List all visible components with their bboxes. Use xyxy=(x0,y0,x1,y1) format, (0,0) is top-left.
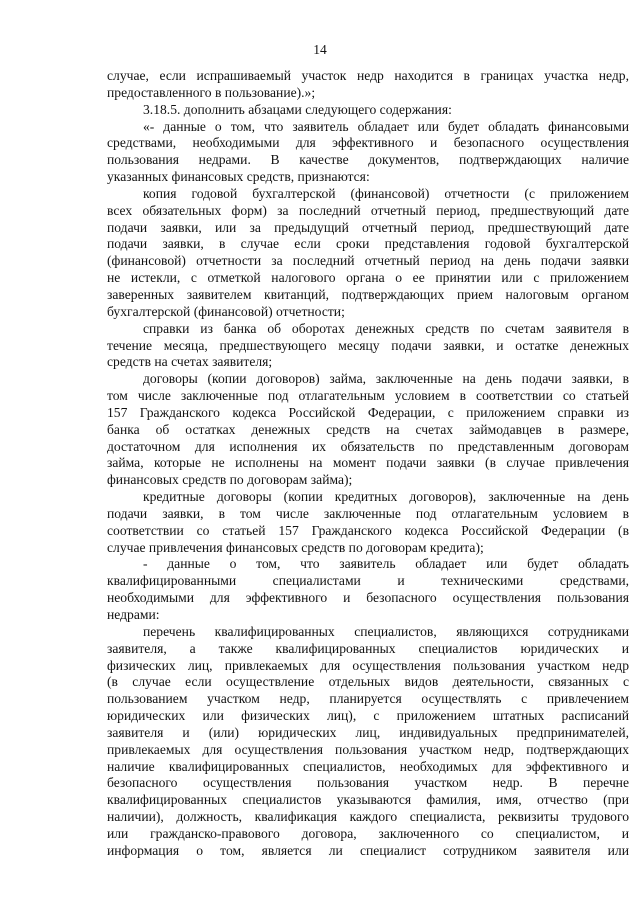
text-line: наличие квалифицированных специалистов, необходимых для эффективного и xyxy=(107,758,629,774)
text-line: средств на счетах заявителя; xyxy=(107,354,273,370)
text-line: (финансовой) отчетности за последний отчетный период на день подачи заявки xyxy=(107,253,629,269)
text-line: займа, которые не исполнены на момент подачи заявки (в случае привлечения xyxy=(107,455,629,471)
text-line: договоры (копии договоров) займа, заключенные на день подачи заявки, в xyxy=(143,371,629,387)
text-line: безопасного осуществления пользования участком недр. В перечне xyxy=(107,775,629,791)
text-line: (в случае если осуществление отдельных видов деятельности, связанных с xyxy=(107,674,629,690)
page-number: 14 xyxy=(313,42,327,57)
text-line: не истекли, с отметкой налогового органа о ее принятии или с приложением xyxy=(107,270,629,286)
text-line: «- данные о том, что заявитель обладает или будет обладать финансовыми xyxy=(143,118,629,134)
text-line: банка об остатках денежных средств на счетах займодавцев в размере, xyxy=(107,421,629,437)
text-line: случае привлечения финансовых средств по договорам кредита); xyxy=(107,539,484,555)
text-line: квалифицированных специалистов указываются фамилия, имя, отчество (при xyxy=(107,792,629,808)
text-line: финансовых средств по договорам займа); xyxy=(107,472,353,488)
text-line: заявителя и (или) юридических лиц, индивидуальных предпринимателей, xyxy=(107,724,629,740)
text-line: пользованием участком недр, планируется осуществлять с привлечением xyxy=(107,691,629,707)
text-line: подачи заявки, в случае если сроки представления годовой бухгалтерской xyxy=(107,236,629,252)
text-line: заверенных заявителем квитанций, подтверждающих прием налоговым органом xyxy=(107,286,629,302)
text-line: необходимыми для эффективного и безопасного осуществления пользования xyxy=(107,590,629,606)
text-line: информация о том, является ли специалист сотрудником заявителя или xyxy=(107,842,629,858)
text-line: справки из банка об оборотах денежных средств по счетам заявителя в xyxy=(143,320,629,336)
text-line: юридических или физических лиц), с приложением штатных расписаний xyxy=(107,708,629,724)
text-line: указанных финансовых средств, признаются: xyxy=(107,169,370,185)
text-line: кредитные договоры (копии кредитных договоров), заключенные на день xyxy=(143,489,629,505)
text-line: подачи заявки, или за предыдущий отчетный период, предшествующий дате xyxy=(107,219,629,235)
text-line: случае, если испрашиваемый участок недр находится в границах участка недр, xyxy=(107,68,629,83)
text-line: бухгалтерской (финансовой) отчетности; xyxy=(107,303,345,319)
text-line: достаточном для исполнения их обязательств по представленным договорам xyxy=(107,438,629,454)
text-line: заявителя, а также квалифицированных специалистов юридических и xyxy=(107,640,629,656)
text-line: средствами, необходимыми для эффективного и безопасного осуществления xyxy=(107,135,629,151)
text-line: или гражданско-правового договора, заключенного со специалистом, и xyxy=(107,825,629,841)
text-line: подачи заявки, в том числе заключенные под отлагательным условием в xyxy=(107,505,629,521)
text-line: перечень квалифицированных специалистов, являющихся сотрудниками xyxy=(143,623,629,639)
text-line: физических лиц, привлекаемых для осуществления пользования участком недр xyxy=(107,657,629,673)
text-line: копия годовой бухгалтерской (финансовой) отчетности (с приложением xyxy=(143,185,629,201)
text-line: предоставленного в пользование).»; xyxy=(107,84,316,100)
text-line: наличии), должность, квалификация каждого специалиста, реквизиты трудового xyxy=(107,809,629,825)
text-line: пользования недрами. В качестве документов, подтверждающих наличие xyxy=(107,152,629,168)
text-line: соответствии со статьей 157 Гражданского кодекса Российской Федерации (в xyxy=(107,522,629,538)
text-line: - данные о том, что заявитель обладает или будет обладать xyxy=(143,556,629,572)
text-line: недрами: xyxy=(107,607,160,622)
text-line: течение месяца, предшествующего месяцу подачи заявки, и остатке денежных xyxy=(107,337,629,353)
text-line: том числе заключенные под отлагательным условием в соответствии со статьей xyxy=(107,388,629,404)
text-line: привлекаемых для осуществления пользования участком недр, подтверждающих xyxy=(107,741,629,757)
text-line: всех обязательных форм) за последний отчетный период, предшествующий дате xyxy=(107,202,629,218)
document-body xyxy=(107,68,629,860)
text-line: 157 Гражданского кодекса Российской Федерации, с приложением справки из xyxy=(107,404,629,420)
text-line: квалифицированными специалистами и техническими средствами, xyxy=(107,573,629,589)
text-line: 3.18.5. дополнить абзацами следующего содержания: xyxy=(143,101,452,117)
